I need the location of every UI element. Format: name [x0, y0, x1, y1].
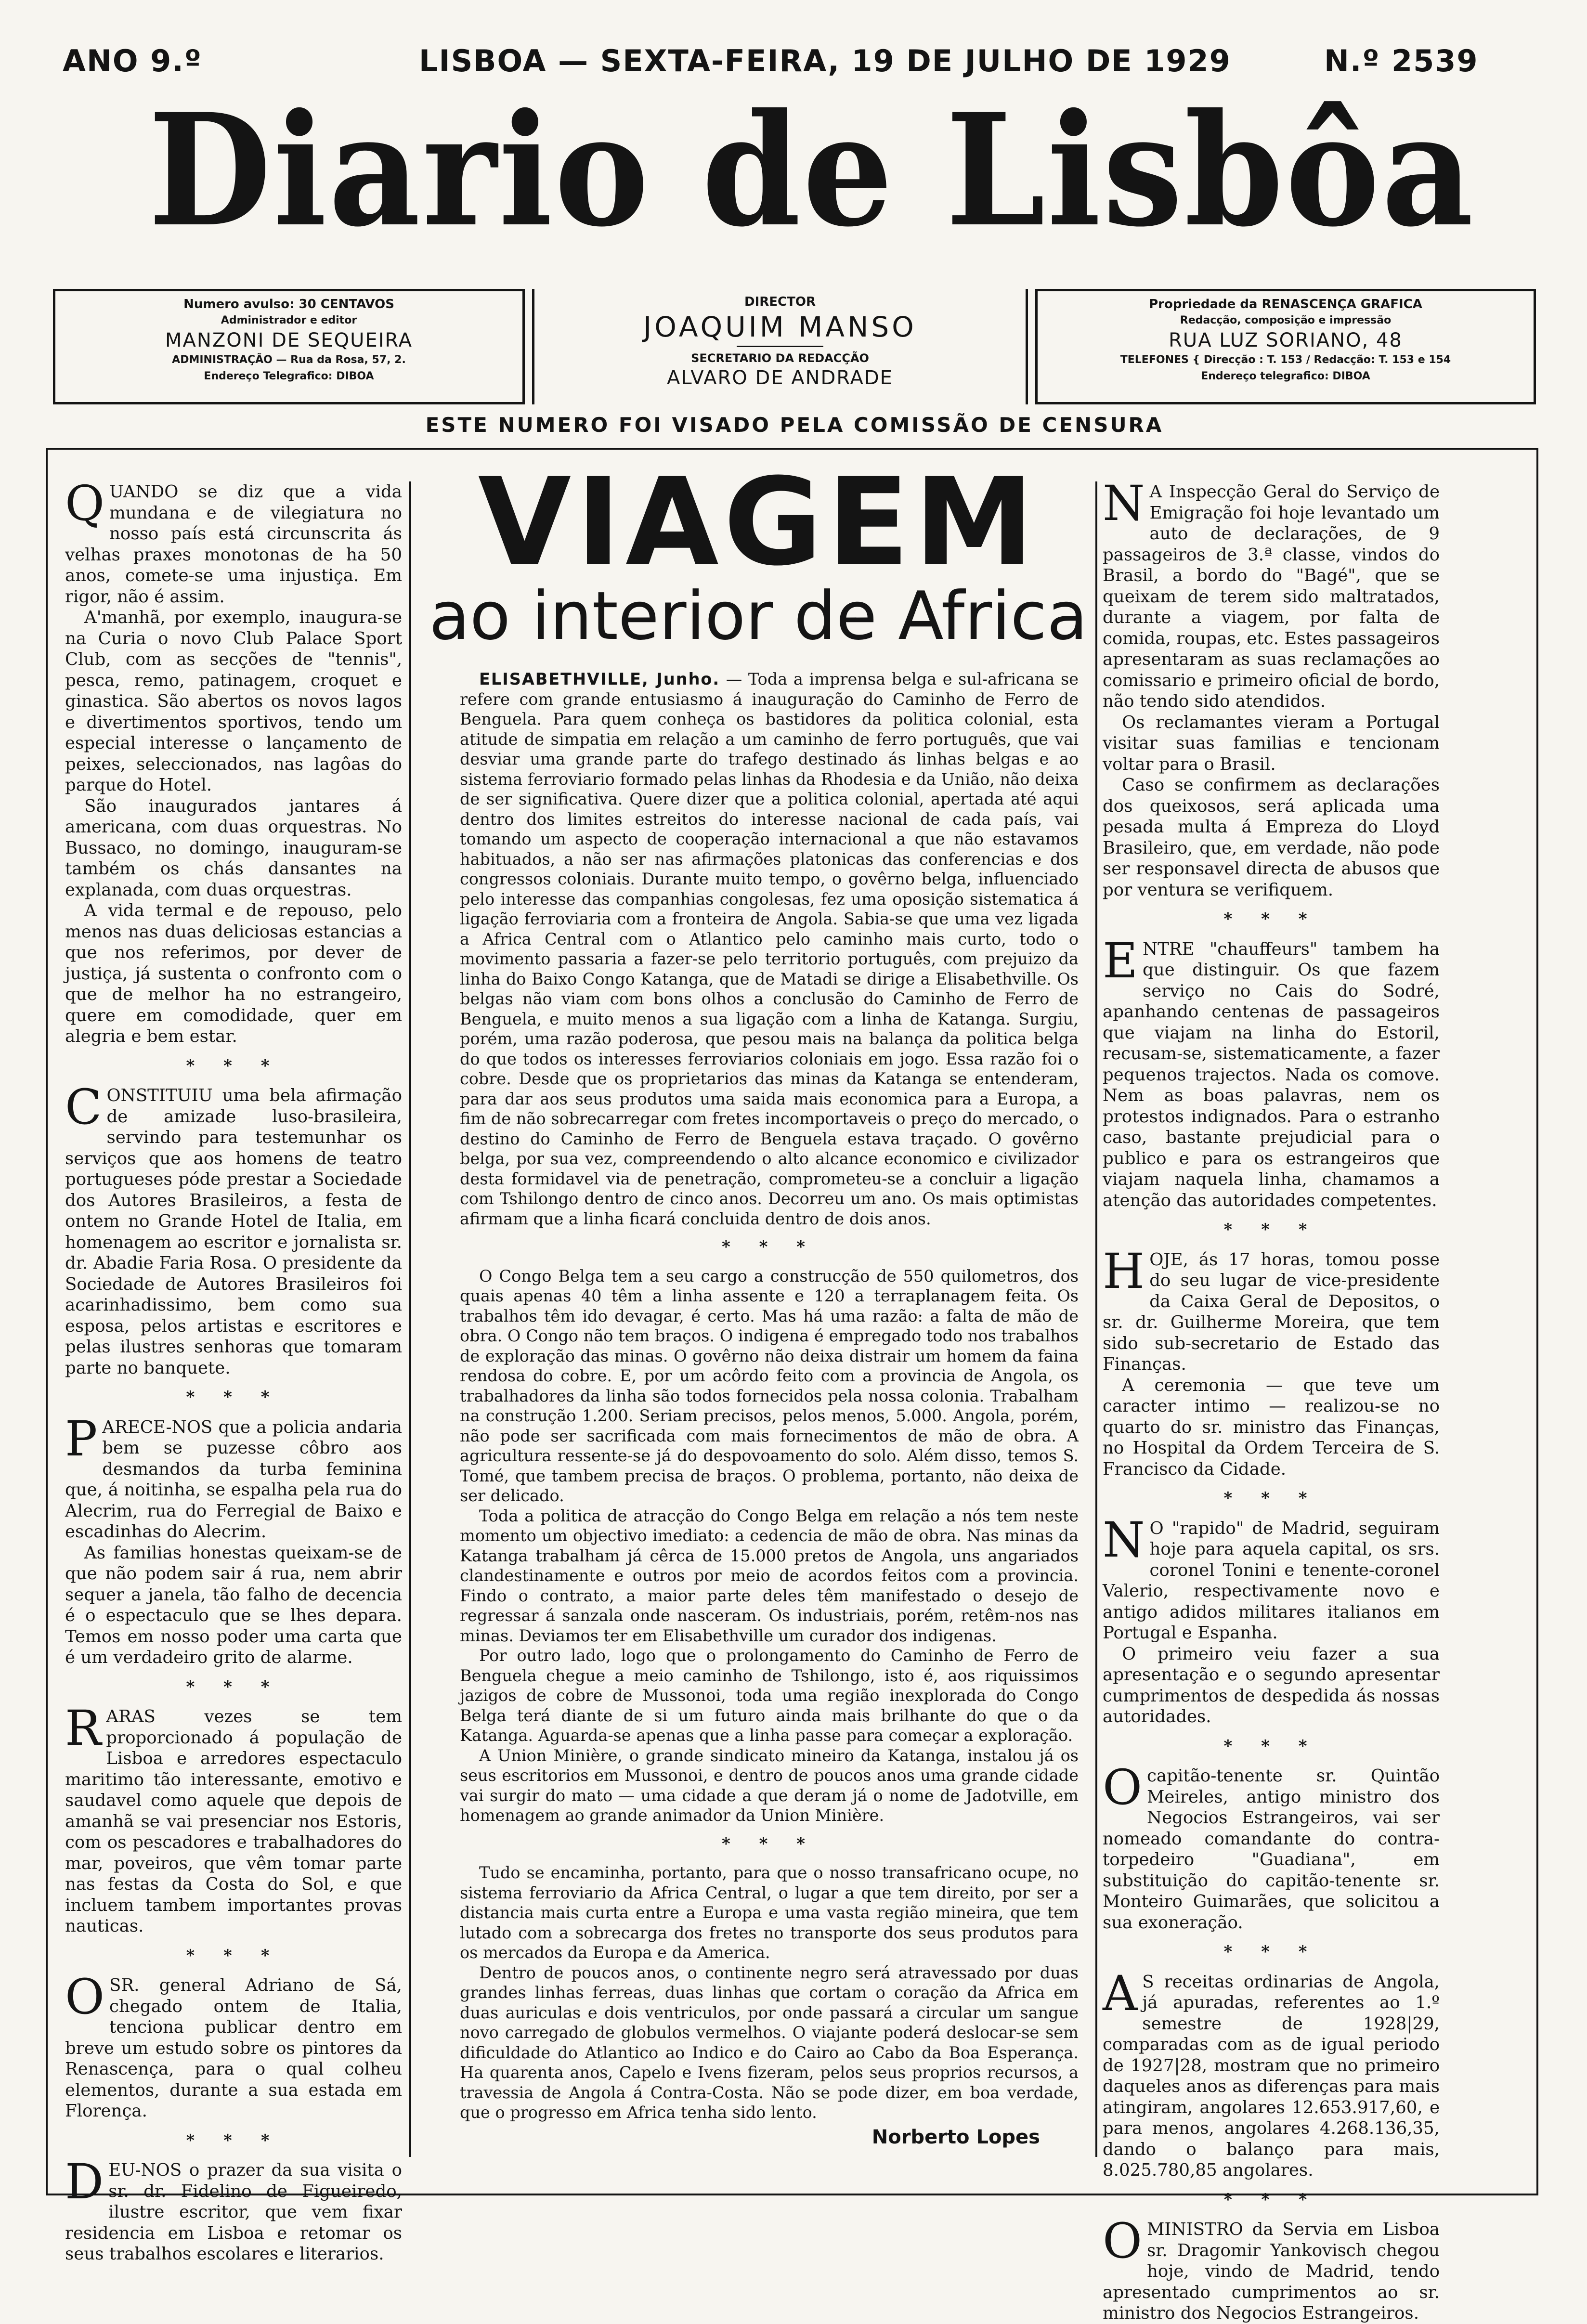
masthead-title: Diario de Lisbôa	[148, 80, 1475, 261]
left-column	[65, 475, 402, 2265]
price-line: Numero avulso: 30 CENTAVOS	[183, 297, 394, 312]
brief-paragraph: O primeiro veiu fazer a sua apresentação e o segundo apresentar cumprimentos de despedida ás nossas autoridades.	[1103, 1644, 1440, 1727]
byline: Norberto Lopes	[872, 2126, 1040, 2148]
section-separator: * * *	[1223, 1489, 1319, 1508]
owner-line: Propriedade da RENASCENÇA GRAFICA	[1149, 297, 1422, 312]
brief-paragraph: Ocapitão-tenente sr. Quintão Meireles, antigo ministro dos Negocios Estrangeiros, vai ser nomeado comandante do contra-torpedeiro "Guadiana", em substituição do capitão-tenente sr. Monteiro Guimarães, que solicitou a sua exoneração.	[1103, 1759, 1440, 1933]
section-separator: * * *	[186, 2130, 281, 2150]
brief-paragraph: RARAS vezes se tem proporcionado á população de Lisboa e arredores espectaculo maritimo tão interessante, emotivo e saudavel como aquele que depois de amanhã se vai presenciar nos Estoris, com os pescadores e trabalhadores do mar, poveiros, que vêm tomar parte nas festas da Costa do Sol, e que incluem tambem importantes provas nauticas.	[65, 1700, 402, 1936]
secretary-label: SECRETARIO DA REDACÇÃO	[691, 351, 869, 365]
brief-paragraph: ENTRE "chauffeurs" tambem ha que distinguir. Os que fazem serviço no Cais do Sodré, apanhando centenas de passageiros que viajam na linha do Estoril, recusam-se, sistematicamente, a fazer pequenos trajectos. Nada os comove. Nem as boas palavras, nem os protestos indignados. Para o estranho caso, bastante prejudicial para o publico e para os estrangeiros que viajam naquela linha, chamamos a atenção das autoridades competentes.	[1103, 932, 1440, 1210]
section-separator: * * *	[1223, 1220, 1319, 1239]
phones: TELEFONES { Direcção : T. 153 / Redacção: T. 153 e 154	[1120, 354, 1451, 366]
article-paragraph: Tudo se encaminha, portanto, para que o nosso transafricano ocupe, no sistema ferroviario da Africa Central, o lugar a que tem direito, por ser a distancia mais curta entre a Europa e uma vasta região mineira, que tem lutado com a sobrecarga dos fretes no transporte dos seus produtos para os mercados da Europa e da America.	[460, 1863, 1079, 1962]
brief-paragraph: PARECE-NOS que a policia andaria bem se puzesse côbro aos desmandos da turba feminina que, á noitinha, se espalha pela rua do Alecrim, rua do Ferregial de Baixo e escadinhas do Alecrim.	[65, 1410, 402, 1542]
address-right: RUA LUZ SORIANO, 48	[1169, 329, 1403, 351]
article-paragraph: Toda a politica de atracção do Congo Belga em relação a nós tem neste momento um objectivo imediato: a cedencia de mão de obra. Nas minas da Katanga trabalham já cêrca de 15.000 pretos de Angola, uns angariados clandestinamente e outros por meio de acordos feitos com a provincia. Findo o contrato, a maior parte deles têm manifestado o desejo de regressar á sanzala onde nasceram. Os industriais, porém, retêm-nos nas minas. Deviamos ter em Elisabethville um curador dos indigenas.	[460, 1506, 1079, 1645]
section-separator: * * *	[186, 1946, 281, 1965]
info-box-center	[532, 289, 1028, 404]
divider	[737, 346, 823, 347]
section-separator: * * *	[1223, 1942, 1319, 1961]
center-column	[460, 669, 1079, 2147]
section-separator: * * *	[1223, 909, 1319, 929]
telegraph-right: Endereço telegrafico: DIBOA	[1201, 370, 1370, 382]
brief-paragraph: HOJE, ás 17 horas, tomou posse do seu lugar de vice-presidente da Caixa Geral de Depositos, o sr. dr. Guilherme Moreira, que tem sido sub-secretario de Estado das Finanças.	[1103, 1243, 1440, 1374]
admin-name: MANZONI DE SEQUEIRA	[165, 329, 413, 351]
section-separator: * * *	[186, 1056, 281, 1076]
brief-paragraph: OMINISTRO da Servia em Lisboa sr. Dragomir Yankovisch chegou hoje, vindo de Madrid, tendo apresentado cumprimentos ao sr. ministro dos Negocios Estrangeiros.	[1103, 2213, 1440, 2323]
brief-paragraph: As familias honestas queixam-se de que não podem sair á rua, nem abrir sequer a janela, tão falho de decencia é o espectaculo que se lhes depara. Temos em nosso poder uma carta que é um verdadeiro grito de alarme.	[65, 1543, 402, 1667]
secretary-name: ALVARO DE ANDRADE	[667, 367, 893, 389]
brief-paragraph: A S receitas ordinarias de Angola, já apuradas, referentes ao 1.º semestre de 1928|29, comparadas com as de igual periodo de 1927|28, mostram que no primeiro daqueles anos as diferenças para mais atingiram, angolares 12.653.917,60, e para menos, angolares 4.268.136,35, dando o balanço para mais, 8.025.780,85 angolares.	[1103, 1965, 1440, 2180]
director-name: JOAQUIM MANSO	[643, 311, 917, 343]
section-separator: * * *	[721, 1834, 817, 1854]
admin-label: Administrador e editor	[221, 314, 357, 326]
brief-paragraph: Os reclamantes vieram a Portugal visitar suas familias e tencionam voltar para o Brasil.	[1103, 712, 1440, 774]
brief-paragraph: DEU-NOS o prazer da sua visita o sr. dr. Fidelino de Figueiredo, ilustre escritor, que vem fixar residencia em Lisboa e retomar os seus trabalhos escolares e literarios.	[65, 2154, 402, 2264]
section-separator: * * *	[1223, 2190, 1319, 2209]
telegraph-left: Endereço Telegrafico: DIBOA	[204, 370, 374, 382]
section-separator: * * *	[721, 1237, 817, 1257]
dateline: LISBOA — SEXTA-FEIRA, 19 DE JULHO DE 1929	[419, 43, 1231, 78]
article-paragraph: O Congo Belga tem a seu cargo a construcção de 550 quilometros, dos quais apenas 40 têm a linha assente e 120 a terraplanagem feita. Os trabalhos têm ido devagar, é certo. Mas há uma razão: a falta de mão de obra. O Congo não tem braços. O indigena é empregado todo nos trabalhos de exploração das minas. O govêrno não deixa distrair um homem da faina rendosa do cobre. E, por um acôrdo feito com a provincia de Angola, os trabalhadores da linha são todos fornecidos pela nossa colonia. Trabalham na construção 1.200. Seriam precisos, pelos menos, 5.000. Angola, porém, não pode ser sacrificada com mais fornecimentos de mão de obra. A agricultura ressente-se já do despovoamento do solo. Além disso, temos S. Tomé, que tambem precisa de braços. O problema, portanto, não deixa de ser delicado.	[460, 1266, 1079, 1505]
year-label: ANO 9.º	[63, 43, 202, 78]
brief-paragraph: Caso se confirmem as declarações dos queixosos, será aplicada uma pesada multa á Empreza do Lloyd Brasileiro, que, em verdade, não pode ser responsavel directa de abusos que por ventura se verifiquem.	[1103, 775, 1440, 900]
section-separator: * * *	[1223, 1736, 1319, 1756]
article-paragraph: ELISABETHVILLE, Junho. — Toda a imprensa belga e sul-africana se refere com grande entusiasmo á inauguração do Caminho de Ferro de Benguela. Para quem conheça os bastidores da politica colonial, esta atitude de simpatia em relação a um caminho de ferro português, que vai desviar uma grande parte do trafego destinado ás linhas belgas e ao sistema ferroviario formado pelas linhas da Rhodesia e da União, não deixa de ser significativa. Quere dizer que a politica colonial, apertada até aqui dentro dos limites estreitos do interesse nacional de cada país, vai tomando um aspecto de cooperação internacional a que não estavamos habituados, a não ser nas afirmações platonicas das conferencias e dos congressos coloniais. Durante muito tempo, o govêrno belga, influenciado pelo interesse das companhias congolesas, fez uma oposição sistematica á ligação ferroviaria com a fronteira de Angola. Sabia-se que uma vez ligada a Africa Central com o Atlantico pelo caminho mais curto, todo o movimento passaria a fazer-se pelo territorio português, com prejuizo da linha do Baixo Congo Katanga, que de Matadi se dirige a Elisabethville. Os belgas não viam com bons olhos a conclusão do Caminho de Ferro de Benguela, e muito menos a sua ligação com a linha de Katanga. Surgiu, porém, uma razão poderosa, que pesou mais na balança da politica belga do que todos os interesses ferroviarios coloniais em jogo. Essa razão foi o cobre. Desde que os proprietarios das minas da Katanga se entenderam, para dar aos seus produtos uma saida mais economica para a Europa, a fim de não sobrecarregar com fretes incomportaveis o preço do mercado, o destino do Caminho de Ferro de Benguela estava traçado. O govêrno belga, por sua vez, compreendendo o alto alcance economico e civilizador desta formidavel via de penetração, comprometeu-se a concluir a ligação com Tshilongo dentro de cinco anos. Decorreu um ano. Os mais optimistas afirmam que a linha ficará concluida dentro de dois anos.	[460, 670, 1079, 1228]
director-label: DIRECTOR	[744, 295, 816, 309]
brief-paragraph: A ceremonia — que teve um caracter intimo — realizou-se no quarto do sr. ministro das Finanças, no Hospital da Ordem Terceira de S. Francisco da Cidade.	[1103, 1375, 1440, 1479]
brief-paragraph: N A Inspecção Geral do Serviço de Emigração foi hoje levantado um auto de declarações, de 9 passageiros de 3.ª classe, vindos do Brasil, a bordo do "Bagé", que se queixam de terem sido maltratados, durante a viagem, por falta de comida, roupas, etc. Estes passageiros apresentaram as suas reclamações ao comissario e primeiro oficial de bordo, não tendo sido atendidos.	[1103, 475, 1440, 711]
admin-address: ADMINISTRAÇÃO — Rua da Rosa, 57, 2.	[172, 354, 406, 366]
censor-note: ESTE NUMERO FOI VISADO PELA COMISSÃO DE CENSURA	[425, 413, 1164, 437]
brief-paragraph: São inaugurados jantares á americana, com duas orquestras. No Bussaco, no domingo, inauguram-se também os chás dansantes na explanada, com duas orquestras.	[65, 796, 402, 900]
brief-paragraph: A'manhã, por exemplo, inaugura-se na Curia o novo Club Palace Sport Club, com as secções de "tennis", pesca, remo, patinagem, croquet e ginastica. São abertos os novos lagos e divertimentos sportivos, tendo um especial interesse o lançamento de peixes, seleccionados, nas lagôas do parque do Hotel.	[65, 608, 402, 795]
section-separator: * * *	[186, 1388, 281, 1407]
subheadline: ao interior de Africa	[429, 577, 1088, 655]
info-box-right	[1035, 289, 1536, 404]
column-rule-left	[409, 481, 411, 2157]
article-paragraph: Dentro de poucos anos, o continente negro será atravessado por duas grandes linhas ferreas, duas linhas que cortam o coração da Africa em duas auriculas e dois ventriculos, por onde passará a circular um sangue novo carregado de globulos vermelhos. O viajante poderá deslocar-se sem dificuldade do Atlantico ao Indico e do Cairo ao Cabo da Boa Esperança. Ha quarenta anos, Capelo e Ivens fizeram, pelos seus proprios recursos, a travessia de Angola á Contra-Costa. Não se pode dizer, em boa verdade, que o progresso em Africa tenha sido lento.	[460, 1963, 1079, 2122]
section-separator: * * *	[186, 1677, 281, 1697]
info-box-left	[53, 289, 525, 404]
article-paragraph: A Union Minière, o grande sindicato mineiro da Katanga, instalou já os seus escritorios em Mussonoi, e dentro de poucos anos uma grande cidade vai surgir do mato — uma cidade a que deram já o nome de Jadotville, em homenagem ao grande animador da Union Minière.	[460, 1746, 1079, 1825]
headline: VIAGEM	[478, 452, 1039, 592]
brief-paragraph: CONSTITUIU uma bela afirmação de amizade luso-brasileira, servindo para testemunhar os serviços que aos homens de teatro portugueses póde prestar a Sociedade dos Autores Brasileiros, a festa de ontem no Grande Hotel de Italia, em homenagem ao escritor e jornalista sr. dr. Abadie Faria Rosa. O presidente da Sociedade de Autores Brasileiros foi acarinhadissimo, bem como sua esposa, pelos artistas e escritores e pelas ilustres senhoras que tomaram parte no banquete.	[65, 1079, 402, 1378]
issue-number: N.º 2539	[1324, 43, 1479, 78]
brief-paragraph: QUANDO se diz que a vida mundana e de vilegiatura no nosso país está circunscrita ás velhas praxes monotonas de ha 50 anos, comete-se uma injustiça. Em rigor, não é assim.	[65, 475, 402, 607]
brief-paragraph: OSR. general Adriano de Sá, chegado ontem de Italia, tenciona publicar dentro em breve um estudo sobre os pintores da Renascença, para o qual colheu elementos, durante a sua estada em Florença.	[65, 1969, 402, 2121]
right-column	[1103, 475, 1440, 2324]
press-line: Redacção, composição e impressão	[1180, 314, 1392, 326]
column-rule-right	[1095, 481, 1097, 2157]
article-paragraph: Por outro lado, logo que o prolongamento do Caminho de Ferro de Benguela chegue a meio caminho de Tshilongo, isto é, aos riquissimos jazigos de cobre de Mussonoi, toda uma região inexplorada do Congo Belga terá diante de si um futuro ainda mais brilhante do que o da Katanga. Aguarda-se apenas que a linha passe para começar a exploração.	[460, 1646, 1079, 1745]
brief-paragraph: A vida termal e de repouso, pelo menos nas duas deliciosas estancias a que nos referimos, por dever de justiça, já sustenta o confronto com o que de melhor ha no estrangeiro, quere em comodidade, quer em alegria e bem estar.	[65, 901, 402, 1046]
brief-paragraph: N O "rapido" de Madrid, seguiram hoje para aquela capital, os srs. coronel Tonini e tenente-coronel Valerio, respectivamente novo e antigo adidos militares italianos em Portugal e Espanha.	[1103, 1511, 1440, 1643]
